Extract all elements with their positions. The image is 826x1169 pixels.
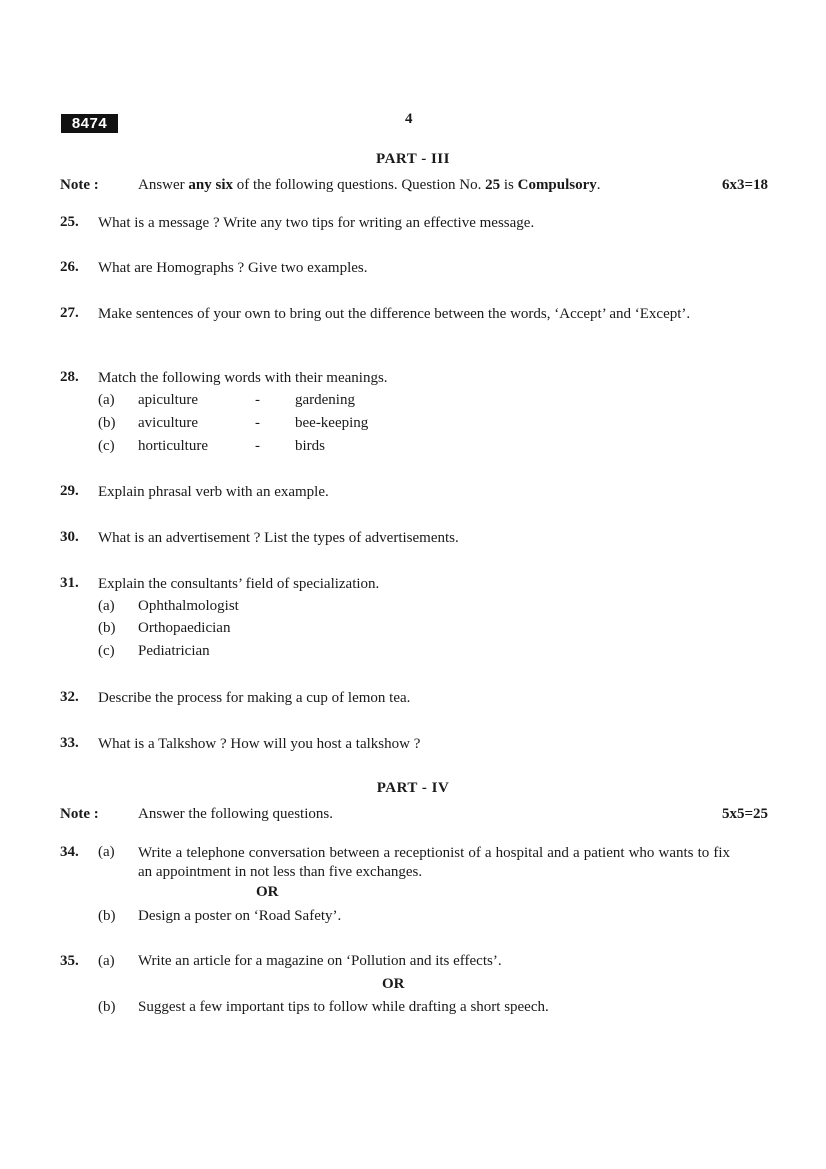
sub-item-text: Design a poster on ‘Road Safety’. [138,908,342,924]
question-number: 32. [60,689,79,705]
match-item-meaning: gardening [295,392,355,408]
question-text: Match the following words with their meanings. [98,370,388,386]
sub-item-label: (a) [98,598,115,614]
question-text: Make sentences of your own to bring out the difference between the words, ‘Accept’ and ‘Except’. [98,306,691,322]
match-item-meaning: bee-keeping [295,415,369,431]
match-item-label: (b) [98,415,116,431]
sub-item-label: (b) [98,908,116,924]
question-number: 27. [60,305,79,321]
match-item-label: (c) [98,438,115,454]
question-text: What is an advertisement ? List the types of advertisements. [98,530,459,546]
question-text: What is a Talkshow ? How will you host a talkshow ? [98,736,421,752]
sub-item-text: Write an article for a magazine on ‘Pollution and its effects’. [138,953,502,969]
sub-item-text: Suggest a few important tips to follow while drafting a short speech. [138,999,549,1015]
sub-item-label: (c) [98,643,115,659]
match-item-word: horticulture [138,438,208,454]
match-item-label: (a) [98,392,115,408]
sub-item-label: (a) [98,844,115,860]
question-number: 25. [60,214,79,230]
question-text: Explain the consultants’ field of specialization. [98,576,380,592]
part-4-marks: 5x5=25 [721,806,768,822]
question-number: 30. [60,529,79,545]
sub-item-label: (b) [98,999,116,1015]
or-separator: OR [256,884,279,900]
part-3-note-text: Answer any six of the following questions. Question No. 25 is Compulsory. [138,177,601,193]
question-text: What is a message ? Write any two tips for writing an effective message. [98,215,535,231]
question-number: 28. [60,369,79,385]
sub-item-text: Pediatrician [138,643,210,659]
match-item-meaning: birds [295,438,325,454]
sub-item-text: Write a telephone conversation between a receptionist of a hospital and a patient who wants to fix an appointment in not less than five exchanges. [138,845,730,880]
question-number: 33. [60,735,79,751]
sub-item-label: (a) [98,953,115,969]
question-number: 26. [60,259,79,275]
match-item-dash: - [255,438,260,454]
page-number: 4 [405,111,413,127]
sub-item-label: (b) [98,620,116,636]
match-item-dash: - [255,415,260,431]
match-item-word: aviculture [138,415,198,431]
question-number: 29. [60,483,79,499]
question-number: 31. [60,575,79,591]
question-text: What are Homographs ? Give two examples. [98,260,368,276]
sub-item-text: Orthopaedician [138,620,231,636]
paper-code-badge: 8474 [61,114,118,133]
part-4-note-text: Answer the following questions. [138,806,333,822]
match-item-word: apiculture [138,392,198,408]
or-separator: OR [382,976,405,992]
part-4-note-label: Note : [60,806,99,822]
part-3-marks: 6x3=18 [721,177,768,193]
sub-item-text: Ophthalmologist [138,598,239,614]
question-number: 35. [60,953,79,969]
match-item-dash: - [255,392,260,408]
question-text: Describe the process for making a cup of lemon tea. [98,690,411,706]
part-4-title: PART - IV [376,780,450,796]
part-3-title: PART - III [376,151,450,167]
question-number: 34. [60,844,79,860]
part-3-note-label: Note : [60,177,99,193]
question-text: Explain phrasal verb with an example. [98,484,329,500]
